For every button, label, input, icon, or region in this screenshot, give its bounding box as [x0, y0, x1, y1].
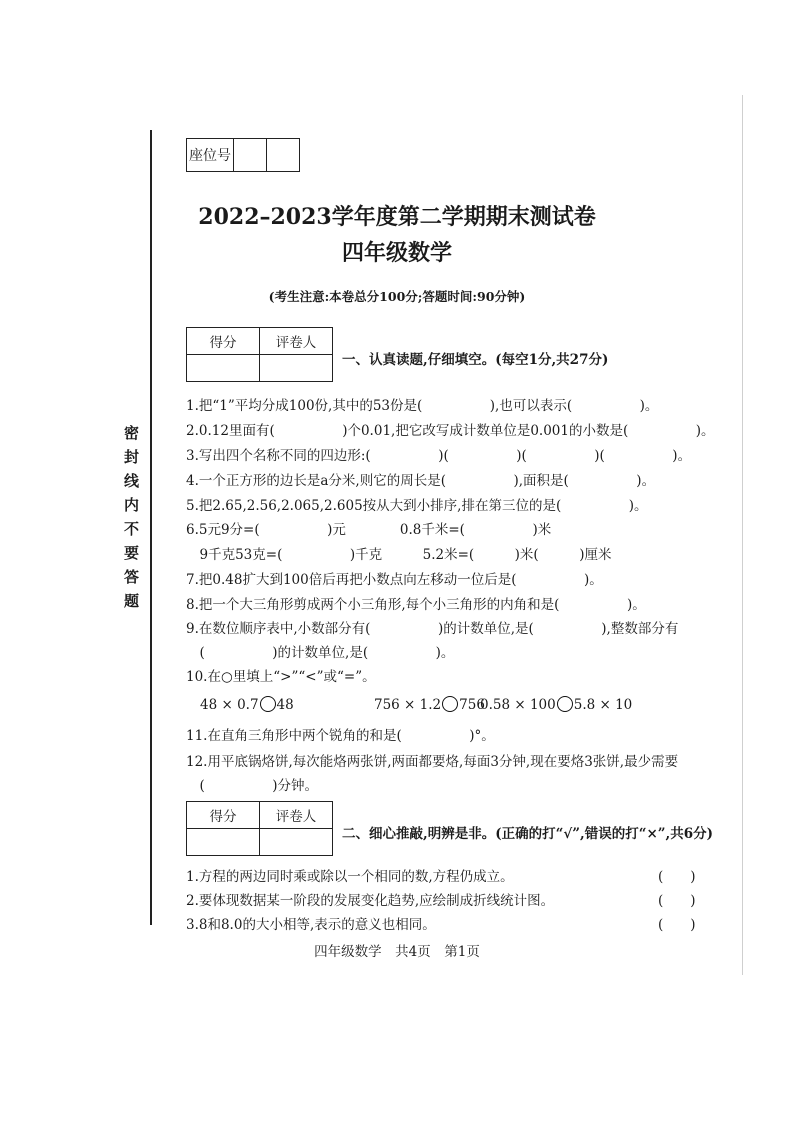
comparison-left: 756 × 1.2 — [374, 697, 442, 713]
question-12b: ( )分钟。 — [186, 778, 319, 794]
score-label: 得分 — [187, 802, 260, 829]
question-10: 10.在○里填上“>”“<”或“=”。 — [186, 669, 376, 685]
question-4: 4.一个正方形的边长是a分米,则它的周长是( ),面积是( )。 — [186, 473, 656, 489]
question-11: 11.在直角三角形中两个锐角的和是( )°。 — [186, 728, 495, 744]
score-label: 得分 — [187, 328, 260, 355]
judge-question-3: 3.8和8.0的大小相等,表示的意义也相同。 — [186, 917, 436, 933]
question-12a: 12.用平底锅烙饼,每次能烙两张饼,两面都要烙,每面3分钟,现在要烙3张饼,最少需要 — [186, 754, 679, 770]
compare-circle[interactable] — [557, 696, 573, 712]
question-8: 8.把一个大三角形剪成两个小三角形,每个小三角形的内角和是( )。 — [186, 597, 646, 613]
seal-line-text: 密封线内不要答题 — [122, 425, 140, 617]
exam-title: 2022–2023学年度第二学期期末测试卷 — [198, 204, 596, 230]
question-9a: 9.在数位顺序表中,小数部分有( )的计数单位,是( ),整数部分有 — [186, 621, 679, 637]
score-box — [186, 801, 333, 856]
reviewer-cell[interactable] — [260, 829, 333, 856]
answer-paren[interactable]: ( ) — [658, 917, 696, 933]
comparison-right: 48 — [276, 697, 294, 713]
comparison-left: 0.58 × 100 — [480, 697, 556, 713]
reviewer-label: 评卷人 — [260, 328, 333, 355]
exam-subtitle: 四年级数学 — [341, 240, 452, 266]
question-9b: ( )的计数单位,是( )。 — [186, 645, 455, 661]
reviewer-label: 评卷人 — [260, 802, 333, 829]
comparison-item — [480, 696, 632, 713]
comparison-right: 756 — [459, 697, 485, 713]
question-3: 3.写出四个名称不同的四边形:( )( )( )( )。 — [186, 448, 692, 464]
page-footer: 四年级数学 共4页 第1页 — [314, 944, 480, 960]
score-cell[interactable] — [187, 355, 260, 382]
question-7: 7.把0.48扩大到100倍后再把小数点向左移动一位后是( )。 — [186, 572, 603, 588]
compare-circle[interactable] — [442, 696, 458, 712]
seat-number-cell[interactable] — [234, 139, 267, 172]
section-2-title: 二、细心推敲,明辨是非。(正确的打“√”,错误的打“×”,共6分) — [342, 826, 714, 842]
comparison-right: 5.8 × 10 — [573, 697, 633, 713]
seat-number-cell[interactable] — [267, 139, 300, 172]
answer-paren[interactable]: ( ) — [658, 869, 696, 885]
exam-notice: (考生注意:本卷总分100分;答题时间:90分钟) — [268, 289, 526, 304]
question-1: 1.把“1”平均分成100份,其中的53份是( ),也可以表示( )。 — [186, 398, 659, 414]
question-2: 2.0.12里面有( )个0.01,把它改写成计数单位是0.001的小数是( )。 — [186, 423, 715, 439]
score-box — [186, 327, 333, 382]
question-5: 5.把2.65,2.56,2.065,2.605按从大到小排序,排在第三位的是( )。 — [186, 498, 648, 514]
comparison-item — [200, 696, 294, 713]
section-1-title: 一、认真读题,仔细填空。(每空1分,共27分) — [342, 352, 609, 368]
judge-question-1: 1.方程的两边同时乘或除以一个相同的数,方程仍成立。 — [186, 869, 514, 885]
judge-question-2: 2.要体现数据某一阶段的发展变化趋势,应绘制成折线统计图。 — [186, 893, 555, 909]
comparison-item — [374, 696, 485, 713]
question-6a: 6.5元9分=( )元 0.8千米=( )米 — [186, 522, 552, 538]
comparison-left: 48 × 0.7 — [200, 697, 259, 713]
seat-number-box — [186, 138, 300, 172]
answer-paren[interactable]: ( ) — [658, 893, 696, 909]
question-6b: 9千克53克=( )千克 5.2米=( )米( )厘米 — [186, 547, 612, 563]
compare-circle[interactable] — [260, 696, 276, 712]
score-cell[interactable] — [187, 829, 260, 856]
reviewer-cell[interactable] — [260, 355, 333, 382]
seat-number-label: 座位号 — [187, 139, 234, 172]
